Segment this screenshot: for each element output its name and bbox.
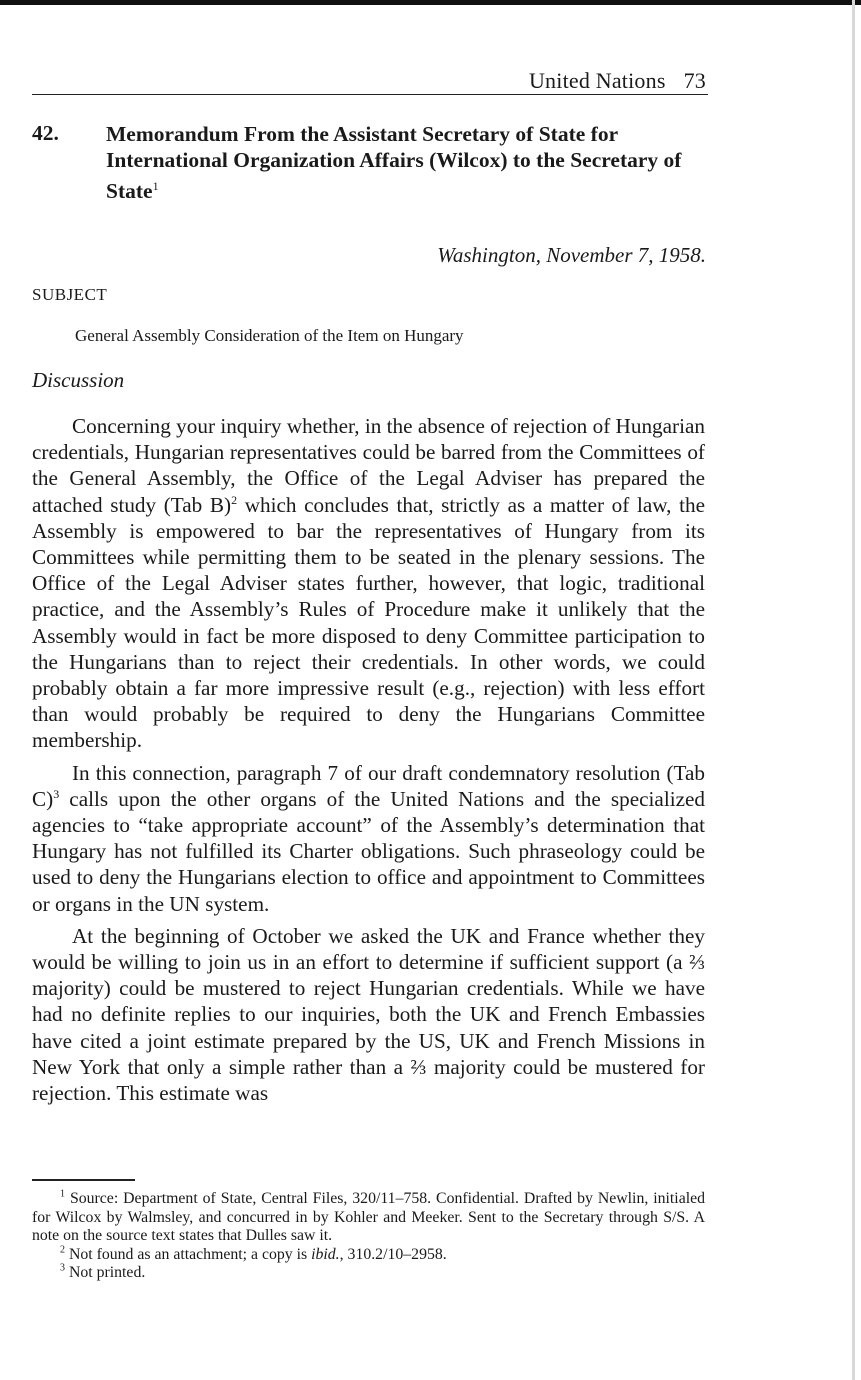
footnotes — [32, 1190, 705, 1283]
footnote-2-text-a: Not found as an attachment; a copy is — [68, 1245, 312, 1263]
page-right-edge — [852, 0, 855, 1380]
footnote-rule — [32, 1179, 135, 1181]
running-header — [32, 66, 708, 95]
document-title — [106, 121, 716, 204]
paragraph-2-text-b: calls upon the other organs of the United Nations and the specialized agencies to “take appropriate account” of the Assembly’s determination that Hungary has not fulfilled its Charter obligations. Such phraseology could be used to deny the Hungarians election to office and appointment to Committees or organs in the UN system. — [32, 786, 705, 916]
document-number: 42. — [32, 121, 59, 145]
footnote-2-ibid: ibid. — [311, 1245, 340, 1263]
page-top-edge — [0, 0, 861, 5]
document-title-text: Memorandum From the Assistant Secretary of State for International Organization Affairs (Wilcox) to the Secretary of State — [106, 122, 682, 204]
footnote-2-mark: 2 — [60, 1244, 65, 1256]
footnote-ref-2: 2 — [231, 492, 238, 507]
body-text — [32, 413, 705, 1112]
page-number: 73 — [683, 68, 706, 93]
footnote-ref-1: 1 — [152, 179, 159, 193]
subject-label: SUBJECT — [32, 285, 108, 304]
dateline: Washington, November 7, 1958. — [437, 243, 706, 267]
paragraph-2-text-a: In this connection, paragraph 7 of our draft condemnatory resolution (Tab C) — [32, 760, 705, 811]
footnote-3 — [32, 1264, 705, 1283]
running-head — [529, 68, 706, 94]
footnote-3-text: Not printed. — [68, 1264, 146, 1281]
paragraph-1-text-b: which concludes that, strictly as a matter of law, the Assembly is empowered to bar the representatives of Hungary from its Committees while permitting them to be seated in the plenary sessions. The Office of the Legal Adviser states further, however, that logic, traditional practice, and the Assembly’s Rules of Procedure make it unlikely that the Assembly would in fact be more disposed to deny Committee participation to the Hungarians than to reject their credentials. In other words, we could probably obtain a far more impressive result (e.g., rejection) with less effort than would probably be required to deny the Hungarians Committee membership. — [32, 492, 705, 753]
footnote-ref-3: 3 — [53, 786, 60, 801]
discussion-heading: Discussion — [32, 368, 125, 392]
paragraph-1-text-a: Concerning your inquiry whether, in the absence of rejection of Hungarian credentials, Hungarian representatives could be barred from the Committees of the General Assembly, the Office of the Legal Adviser has prepared the attached study (Tab B) — [32, 414, 705, 517]
footnote-1-mark: 1 — [60, 1188, 65, 1200]
subject-text: General Assembly Consideration of the Item on Hungary — [75, 326, 464, 345]
paragraph-3: At the beginning of October we asked the UK and France whether they would be willing to join us in an effort to determine if sufficient support (a ⅔ majority) could be mustered to reject Hungarian credentials. While we have had no definite replies to our inquiries, both the UK and French Embassies have cited a joint estimate prepared by the US, UK and French Missions in New York that only a simple rather than a ⅔ majority could be mustered for rejection. This estimate was — [32, 923, 705, 1106]
footnote-1-text: Source: Department of State, Central Files, 320/11–758. Confidential. Drafted by Newlin, initialed for Wilcox by Walmsley, and concurred in by Kohler and Meeker. Sent to the Secretary through S/S. A note on the source text states that Dulles saw it. — [32, 1190, 705, 1244]
running-head-title: United Nations — [528, 68, 666, 93]
footnote-3-mark: 3 — [60, 1262, 65, 1274]
footnote-2-text-b: , 310.2/10–2958. — [339, 1245, 447, 1263]
footnote-1 — [32, 1190, 705, 1246]
paragraph-1 — [32, 413, 705, 754]
footnote-2 — [32, 1246, 705, 1265]
paragraph-2 — [32, 760, 705, 917]
